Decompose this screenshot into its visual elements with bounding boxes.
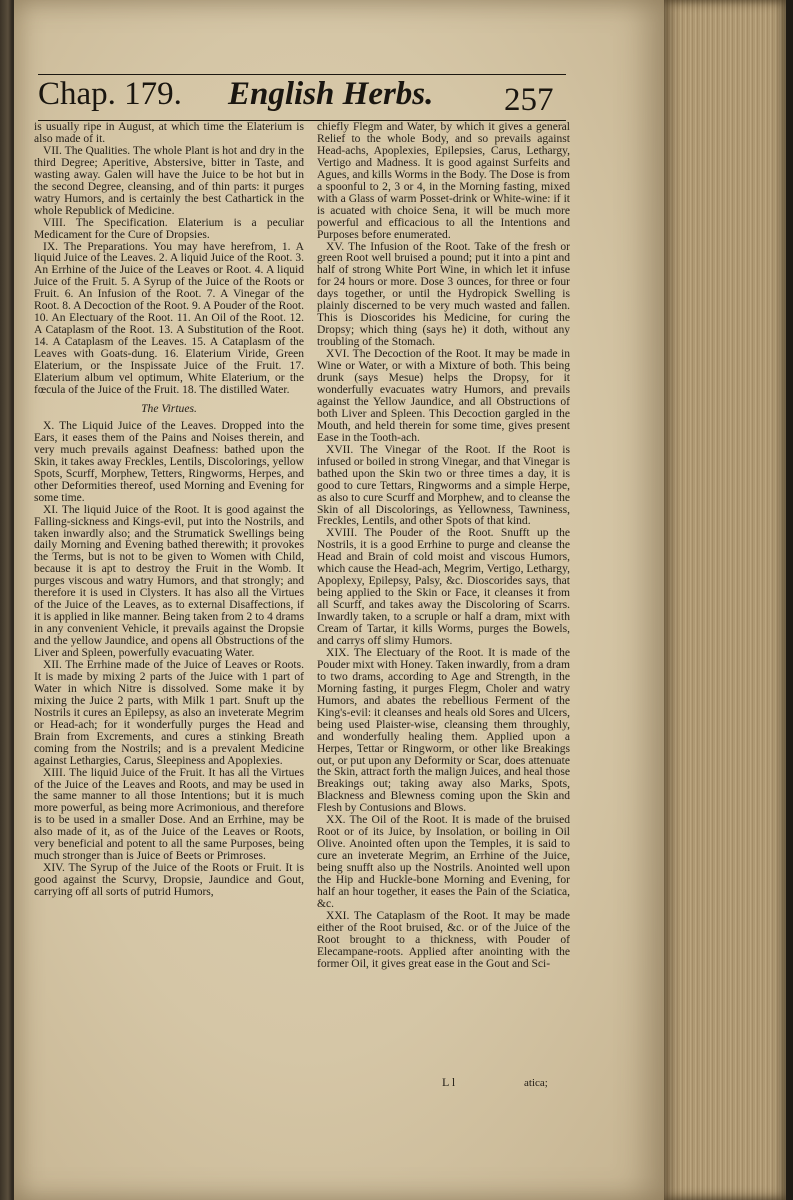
paragraph: XIX. The Electuary of the Root. It is made of the Pouder mixt with Honey. Taken inwardly, from a dram to two drams, according to Age and Strength, in the Morning fasting, it purges Flegm, Choler and watry Humors, and abates the rebellious Ferment of the King's-evil: it cleanses and heals old Sores and Ulcers, being used Plaister-wise, cleansing them throughly, and wonderfully healing them. Applied upon a Herpes, Tettar or Ringworm, or other like Breakings out, or put upon any Deformity or Scar, does attenuate the Skin, attract forth the malign Juices, and heal those Breakings out; taking away also Marks, Spots, Blackness and Blewness coming upon the Skin and Flesh by Contusions and Blows.: [317, 646, 570, 815]
paragraph: XIV. The Syrup of the Juice of the Roots or Fruit. It is good against the Scurvy, Dropsie, Jaundice and Gout, carrying off all sorts of putrid Humors,: [34, 862, 304, 899]
book-page: [14, 0, 664, 1200]
left-text-column: [34, 122, 304, 899]
paragraph: XV. The Infusion of the Root. Take of the fresh or green Root well bruised a pound; put it into a pint and half of strong White Port Wine, in which let it infuse for 24 hours or more. Dose 3 ounces, for three or four days together, or until the Hydropick Swelling is plainly discerned to be very much wasted and fallen. This is Dioscorides his Medicine, for curing the Dropsy; which thing (says he) it doth, without any troubling of the Stomach.: [317, 240, 570, 349]
paragraph: XXI. The Cataplasm of the Root. It may be made either of the Root bruised, &c. or of the Juice of the Root brought to a thickness, with Pouder of Elecampane-roots. Applied after anointing with the former Oil, it gives great ease in the Gout and Sci-: [317, 909, 570, 970]
paragraph: X. The Liquid Juice of the Leaves. Dropped into the Ears, it eases them of the Pains and Noises therein, and very much prevails against Deafness: bathed upon the Skin, it takes away Freckles, Lentils, Discolorings, yellow Spots, Scurff, Morphew, Tetters, Ringworms, Herpes, and other Deformities thereof, used Morning and Evening for some time.: [34, 419, 304, 504]
paragraph: IX. The Preparations. You may have herefrom, 1. A liquid Juice of the Leaves. 2. A liquid Juice of the Root. 3. An Errhine of the Juice of the Leaves or Root. 4. A liquid Juice of the Fruit. 5. A Syrup of the Juice of the Roots or Fruit. 6. An Infusion of the Root. 7. A Vinegar of the Root. 8. A Decoction of the Root. 9. A Pouder of the Root. 10. An Electuary of the Root. 11. An Oil of the Root. 12. A Cataplasm of the Root. 13. A Substitution of the Root. 14. A Cataplasm of the Leaves. 15. A Cataplasm of the Leaves with Goats-dung. 16. Elaterium Viride, Green Elaterium, or the Inspissate Juice of the Fruit. 17. Elaterium album vel optimum, White Elaterium, or the fœcula of the Juice of the Fruit. 18. The distilled Water.: [34, 240, 304, 396]
cover-edge: [786, 0, 793, 1200]
signature-mark: L l: [442, 1075, 456, 1089]
page-number: 257: [504, 82, 554, 118]
paragraph: VIII. The Specification. Elaterium is a peculiar Medicament for the Cure of Dropsies.: [34, 216, 304, 241]
paragraph: is usually ripe in August, at which time the Elaterium is also made of it.: [34, 121, 304, 145]
paragraph: XX. The Oil of the Root. It is made of the bruised Root or of its Juice, by Insolation, or boiling in Oil Olive. Anointed often upon the Temples, it is said to cure an inveterate Megrim, an Errhine of the Juice, being snufft also up the Nostrils. Anointed well upon the Hip and Huckle-bone Morning and Evening, for half an hour together, it eases the Pain of the Sciatica, &c.: [317, 814, 570, 910]
paragraph: chiefly Flegm and Water, by which it gives a general Relief to the whole Body, and so prevails against Head-achs, Apoplexies, Epilepsies, Carus, Lethargy, Vertigo and Madness. It is good against Surfeits and Agues, and kills Worms in the Body. The Dose is from a spoonful to 2, 3 or 4, in the Morning fasting, mixed with a Glass of warm Posset-drink or White-wine: if it is acuated with choice Sena, it will be much more powerful and efficacious to all the Intentions and Purposes before enumerated.: [317, 121, 570, 241]
right-text-column: [317, 122, 570, 971]
running-title: English Herbs.: [228, 76, 434, 112]
page-block-edge: [664, 0, 786, 1200]
paragraph: XIII. The liquid Juice of the Fruit. It has all the Virtues of the Juice of the Leaves and Roots, and may be used in the same manner to all those Intentions; but it is much more powerful, as being more Acrimonious, and therefore is to be used in a smaller Dose. And an Errhine, may be also made of it, as of the Juice of the Leaves or Roots, very beneficial and potent to all the same Purposes, being much stronger than is Juice of Beets or Primroses.: [34, 766, 304, 863]
chapter-heading: Chap. 179.: [38, 76, 182, 112]
paragraph: XVIII. The Pouder of the Root. Snufft up the Nostrils, it is a good Errhine to purge and cleanse the Head and Brain of cold moist and viscous Humors, which cause the Head-ach, Megrim, Vertigo, Lethargy, Apoplexy, Epilepsy, Palsy, &c. Dioscorides says, that being applied to the Skin or Face, it cleanses it from all Scurff, and takes away the Discoloring of Scarrs. Inwardly taken, to a scruple or half a dram, mixt with Cream of Tartar, it kills Worms, purges the Bowels, and carrys off slimy Humors.: [317, 527, 570, 647]
catchword: atica;: [524, 1077, 548, 1089]
section-heading: The Virtues.: [141, 401, 197, 415]
paragraph: XI. The liquid Juice of the Root. It is good against the Falling-sickness and Kings-evil, put into the Nostrils, and taken inwardly also; and the Strumatick Swellings being daily Morning and Evening bathed therewith; it provokes the Terms, but is not to be given to Women with Child, because it is apt to destroy the Fruit in the Womb. It purges viscous and watry Humors, and that strongly; and therefore it is used in Clysters. It has also all the Virtues of the Juice of the Leaves, as to external Disaffections, if it is applied in like manner. Being taken from 2 to 4 drams in any convenient Vehicle, it prevails against the Dropsie and the yellow Jaundice, and opens all Obstructions of the Liver and Spleen, powerfully evacuating Water.: [34, 503, 304, 660]
paragraph: VII. The Qualities. The whole Plant is hot and dry in the third Degree; Aperitive, Abstersive, bitter in Taste, and wasting away. Galen will have the Juice to be hot but in the second Degree, cleansing, and of thin parts: it purges watry Humors, and is certainly the best Cathartick in the whole Republick of Medicine.: [34, 144, 304, 217]
paragraph: XVI. The Decoction of the Root. It may be made in Wine or Water, or with a Mixture of both. This being drunk (says Mesue) helps the Dropsy, for it wonderfully evacuates watry Humors, and prevails against the Yellow Jaundice, and all Obstructions of both Liver and Spleen. This Decoction gargled in the Mouth, and held therein for some time, gives present Ease in the Tooth-ach.: [317, 348, 570, 444]
paragraph: XVII. The Vinegar of the Root. If the Root is infused or boiled in strong Vinegar, and that Vinegar is bathed upon the Skin two or three times a day, it is good to cure Tettars, Ringworms and a simple Herpe, as also to cure Scurff and Morphew, and to cleanse the Skin of all Discolorings, as Yellowness, Tawniness, Freckles, Lentils, and other Spots of that kind.: [317, 443, 570, 528]
header-top-rule: [38, 74, 566, 75]
paragraph: XII. The Errhine made of the Juice of Leaves or Roots. It is made by mixing 2 parts of the Juice with 1 part of Water in which Nitre is dissolved. Some make it by mixing the Juice 2 parts, with Milk 1 part. Snuft up the Nostrils it cures an Epilepsy, as also an inveterate Megrim or Head-ach; for it wonderfully purges the Head and Brain from Excrements, and cures a stinking Breath coming from the Nostrils; and is a prevalent Medicine against Lethargies, Carus, Sleepiness and Apoplexies.: [34, 658, 304, 767]
